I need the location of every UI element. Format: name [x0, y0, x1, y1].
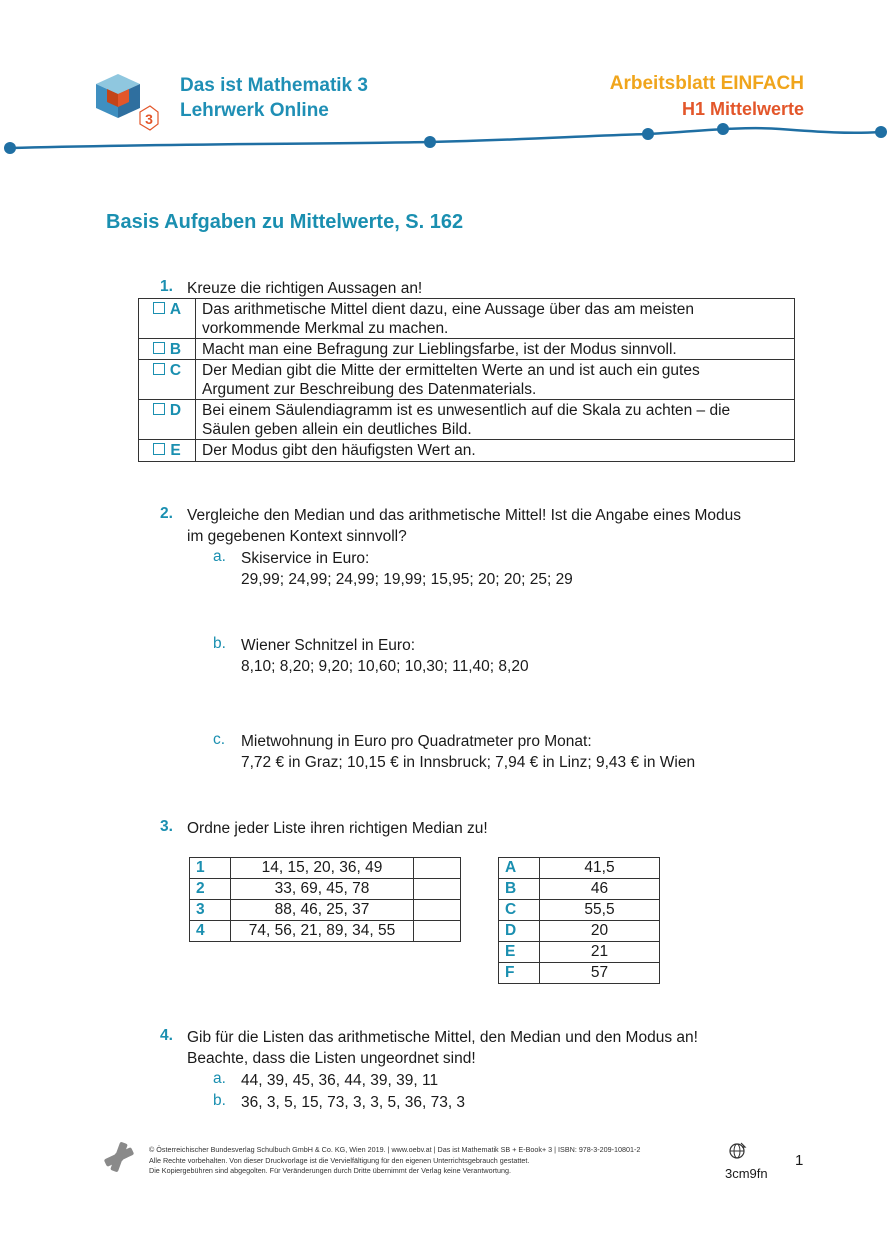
task4b-values: 36, 3, 5, 15, 73, 3, 3, 5, 36, 73, 3	[241, 1094, 466, 1111]
task3-number: 3.	[160, 818, 173, 835]
option-letter: D	[169, 402, 182, 419]
list-row	[190, 921, 461, 942]
statement-text: Argument zur Beschreibung des Datenmaterials.	[202, 381, 537, 398]
globe-icon	[729, 1142, 747, 1165]
option-letter: E	[170, 442, 181, 459]
task2b-letter: b.	[213, 635, 226, 652]
statement-row	[139, 360, 795, 400]
task4-text-line2: Beachte, dass die Listen ungeordnet sind!	[187, 1050, 476, 1067]
median-letter: B	[499, 879, 540, 900]
median-row	[499, 921, 660, 942]
task4b-letter: b.	[213, 1092, 226, 1109]
list-number: 1	[190, 858, 231, 879]
option-letter: B	[169, 341, 182, 358]
statement-text: Bei einem Säulendiagramm ist es unwesentlich auf die Skala zu achten – die	[202, 402, 731, 419]
statement-text: Macht man eine Befragung zur Lieblingsfarbe, ist der Modus sinnvoll.	[202, 341, 677, 358]
publisher-logo-icon	[103, 1141, 135, 1178]
checkbox-e[interactable]	[153, 443, 165, 455]
task2c-label: Mietwohnung in Euro pro Quadratmeter pro Monat:	[241, 733, 592, 750]
option-letter: C	[169, 362, 182, 379]
lists-table	[189, 857, 461, 942]
sheet-type: Arbeitsblatt EINFACH	[609, 73, 804, 94]
task4-number: 4.	[160, 1027, 173, 1044]
online-code[interactable]: 3cm9fn	[725, 1166, 768, 1181]
statement-row	[139, 400, 795, 440]
medians-table	[498, 857, 660, 984]
list-row	[190, 858, 461, 879]
list-values: 88, 46, 25, 37	[231, 900, 414, 921]
task1-text: Kreuze die richtigen Aussagen an!	[187, 280, 423, 297]
statement-text: Der Median gibt die Mitte der ermittelten Werte an und ist auch ein gutes	[202, 362, 700, 379]
median-letter: E	[499, 942, 540, 963]
series-title: Das ist Mathematik 3	[180, 75, 368, 96]
statement-row	[139, 339, 795, 360]
task2b-values: 8,10; 8,20; 9,20; 10,60; 10,30; 11,40; 8,20	[241, 658, 529, 675]
task4a-values: 44, 39, 45, 36, 44, 39, 39, 11	[241, 1072, 439, 1089]
checkbox-c[interactable]	[153, 363, 165, 375]
median-row	[499, 879, 660, 900]
task2c-letter: c.	[213, 731, 226, 748]
median-row	[499, 900, 660, 921]
task2a-values: 29,99; 24,99; 24,99; 19,99; 15,95; 20; 20; 25; 29	[241, 571, 573, 588]
median-letter: D	[499, 921, 540, 942]
task2a-label: Skiservice in Euro:	[241, 550, 370, 567]
answer-cell[interactable]	[414, 858, 461, 879]
median-value: 41,5	[540, 858, 660, 879]
task4-text-line1: Gib für die Listen das arithmetische Mittel, den Median und den Modus an!	[187, 1029, 698, 1046]
median-value: 57	[540, 963, 660, 984]
median-row	[499, 963, 660, 984]
statement-text: Das arithmetische Mittel dient dazu, eine Aussage über das am meisten	[202, 301, 694, 318]
statement-text: Der Modus gibt den häufigsten Wert an.	[202, 442, 476, 459]
task2-text-line2: im gegebenen Kontext sinnvoll?	[187, 528, 407, 545]
list-number: 3	[190, 900, 231, 921]
checkbox-a[interactable]	[153, 302, 165, 314]
statement-row	[139, 440, 795, 462]
statement-text: vorkommende Merkmal zu machen.	[202, 320, 449, 337]
task2b-label: Wiener Schnitzel in Euro:	[241, 637, 416, 654]
sheet-topic: H1 Mittelwerte	[681, 99, 804, 119]
list-row	[190, 900, 461, 921]
median-letter: A	[499, 858, 540, 879]
copyright-line: Die Kopiergebühren sind abgegolten. Für Veränderungen durch Dritte übernimmt der Verlag keine Verantwortung.	[149, 1166, 511, 1175]
list-values: 14, 15, 20, 36, 49	[231, 858, 414, 879]
statement-row	[139, 299, 795, 339]
series-subtitle: Lehrwerk Online	[180, 100, 329, 121]
answer-cell[interactable]	[414, 900, 461, 921]
answer-cell[interactable]	[414, 879, 461, 900]
task1-number: 1.	[160, 278, 173, 295]
median-row	[499, 942, 660, 963]
checkbox-d[interactable]	[153, 403, 165, 415]
statement-table	[138, 298, 795, 462]
median-letter: C	[499, 900, 540, 921]
median-value: 46	[540, 879, 660, 900]
median-value: 21	[540, 942, 660, 963]
task2-number: 2.	[160, 505, 173, 522]
median-value: 20	[540, 921, 660, 942]
task2c-values: 7,72 € in Graz; 10,15 € in Innsbruck; 7,94 € in Linz; 9,43 € in Wien	[241, 754, 696, 771]
page-number: 1	[795, 1152, 804, 1169]
checkbox-b[interactable]	[153, 342, 165, 354]
list-row	[190, 879, 461, 900]
list-values: 74, 56, 21, 89, 34, 55	[231, 921, 414, 942]
svg-text:3: 3	[145, 111, 153, 127]
task4a-letter: a.	[213, 1070, 226, 1087]
option-letter: A	[169, 301, 182, 318]
median-row	[499, 858, 660, 879]
copyright-line: Alle Rechte vorbehalten. Von dieser Druckvorlage ist die Vervielfältigung für den eigenen Unterrichtsgebrauch gestattet.	[149, 1155, 530, 1165]
median-value: 55,5	[540, 900, 660, 921]
list-number: 2	[190, 879, 231, 900]
copyright-line: © Österreichischer Bundesverlag Schulbuch GmbH & Co. KG, Wien 2019. | www.oebv.at | Das ist Mathematik SB + E-Book+ 3 | ISBN: 978-3-209-10801-2	[149, 1145, 641, 1154]
median-letter: F	[499, 963, 540, 984]
list-values: 33, 69, 45, 78	[231, 879, 414, 900]
page-title: Basis Aufgaben zu Mittelwerte, S. 162	[106, 211, 464, 233]
task3-text: Ordne jeder Liste ihren richtigen Median zu!	[187, 820, 488, 837]
task2a-letter: a.	[213, 548, 226, 565]
list-number: 4	[190, 921, 231, 942]
statement-text: Säulen geben allein ein deutliches Bild.	[202, 421, 472, 438]
answer-cell[interactable]	[414, 921, 461, 942]
header-wave-line	[0, 120, 890, 160]
task2-text-line1: Vergleiche den Median und das arithmetische Mittel! Ist die Angabe eines Modus	[187, 507, 742, 524]
copyright-notice	[149, 1145, 640, 1177]
